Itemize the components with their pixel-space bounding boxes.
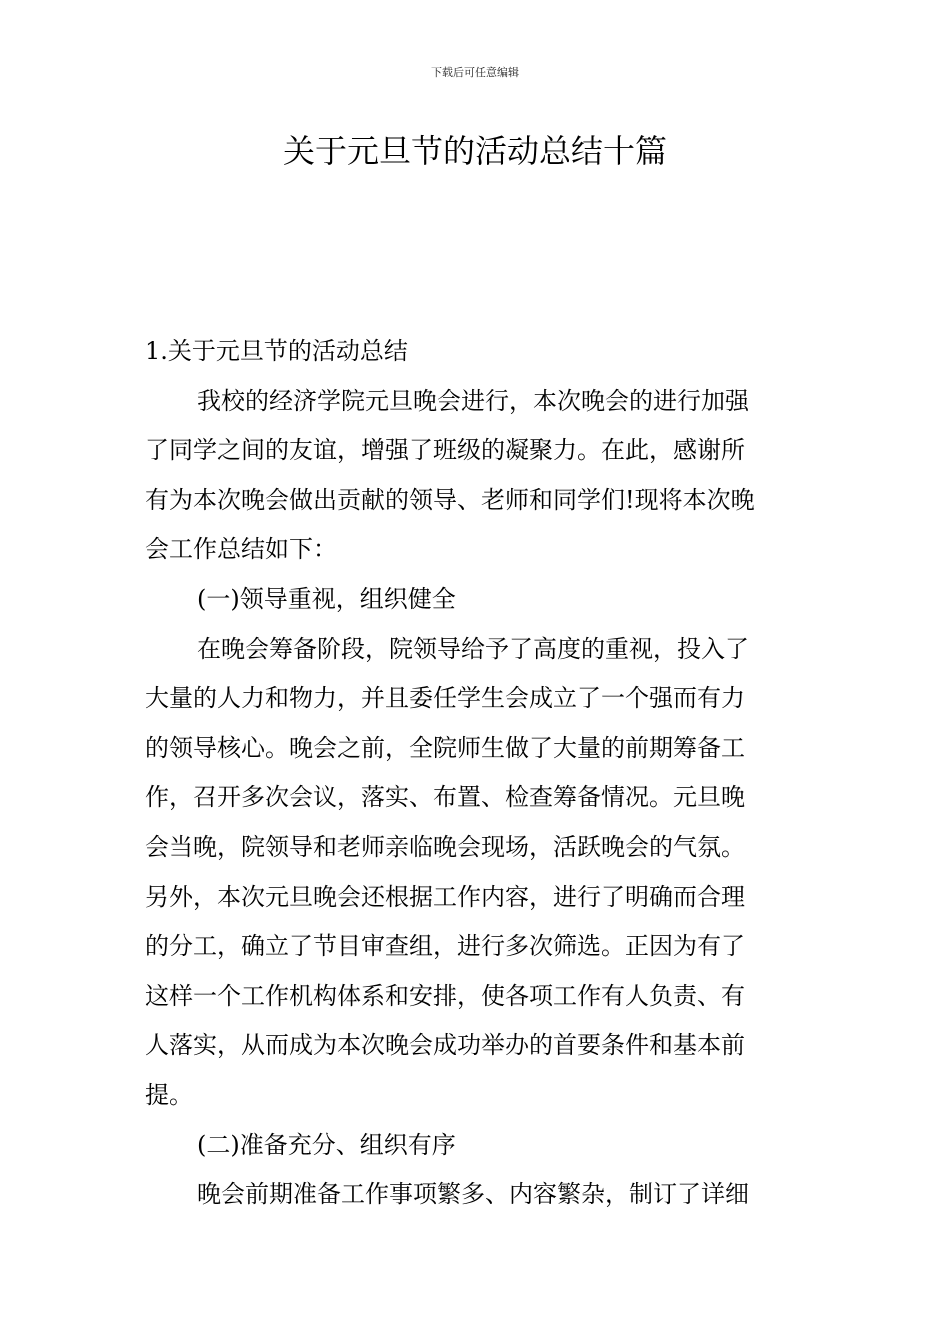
page-header-note: 下载后可任意编辑 — [431, 66, 519, 79]
body-line: 了同学之间的友谊，增强了班级的凝聚力。在此，感谢所 — [145, 436, 745, 465]
body-line: 这样一个工作机构体系和安排，使各项工作有人负责、有 — [145, 981, 745, 1010]
body-line: 会工作总结如下： — [145, 535, 337, 564]
body-line: 有为本次晚会做出贡献的领导、老师和同学们!现将本次晚 — [145, 485, 755, 514]
body-line: 我校的经济学院元旦晚会进行，本次晚会的进行加强 — [197, 386, 749, 415]
body-line: 的分工，确立了节目审查组，进行多次筛选。正因为有了 — [145, 932, 745, 961]
body-line: 作，召开多次会议，落实、布置、检查筹备情况。元旦晚 — [145, 783, 745, 812]
body-line: 人落实，从而成为本次晚会成功举办的首要条件和基本前 — [145, 1031, 745, 1060]
body-line: 提。 — [145, 1080, 193, 1109]
section-heading: (一)领导重视，组织健全 — [197, 584, 456, 613]
body-line: 会当晚，院领导和老师亲临晚会现场，活跃晚会的气氛。 — [145, 832, 745, 861]
document-title: 关于元旦节的活动总结十篇 — [282, 132, 667, 170]
body-line: 的领导核心。晚会之前，全院师生做了大量的前期筹备工 — [145, 733, 745, 762]
body-line: 另外，本次元旦晚会还根据工作内容，进行了明确而合理 — [145, 882, 745, 911]
body-line: 晚会前期准备工作事项繁多、内容繁杂，制订了详细 — [197, 1180, 749, 1209]
body-line: 大量的人力和物力，并且委任学生会成立了一个强而有力 — [145, 684, 745, 713]
document-body — [145, 327, 805, 1220]
body-line: 1.关于元旦节的活动总结 — [145, 337, 408, 365]
body-line: 在晚会筹备阶段，院领导给予了高度的重视，投入了 — [197, 634, 749, 663]
section-heading: (二)准备充分、组织有序 — [197, 1130, 456, 1159]
